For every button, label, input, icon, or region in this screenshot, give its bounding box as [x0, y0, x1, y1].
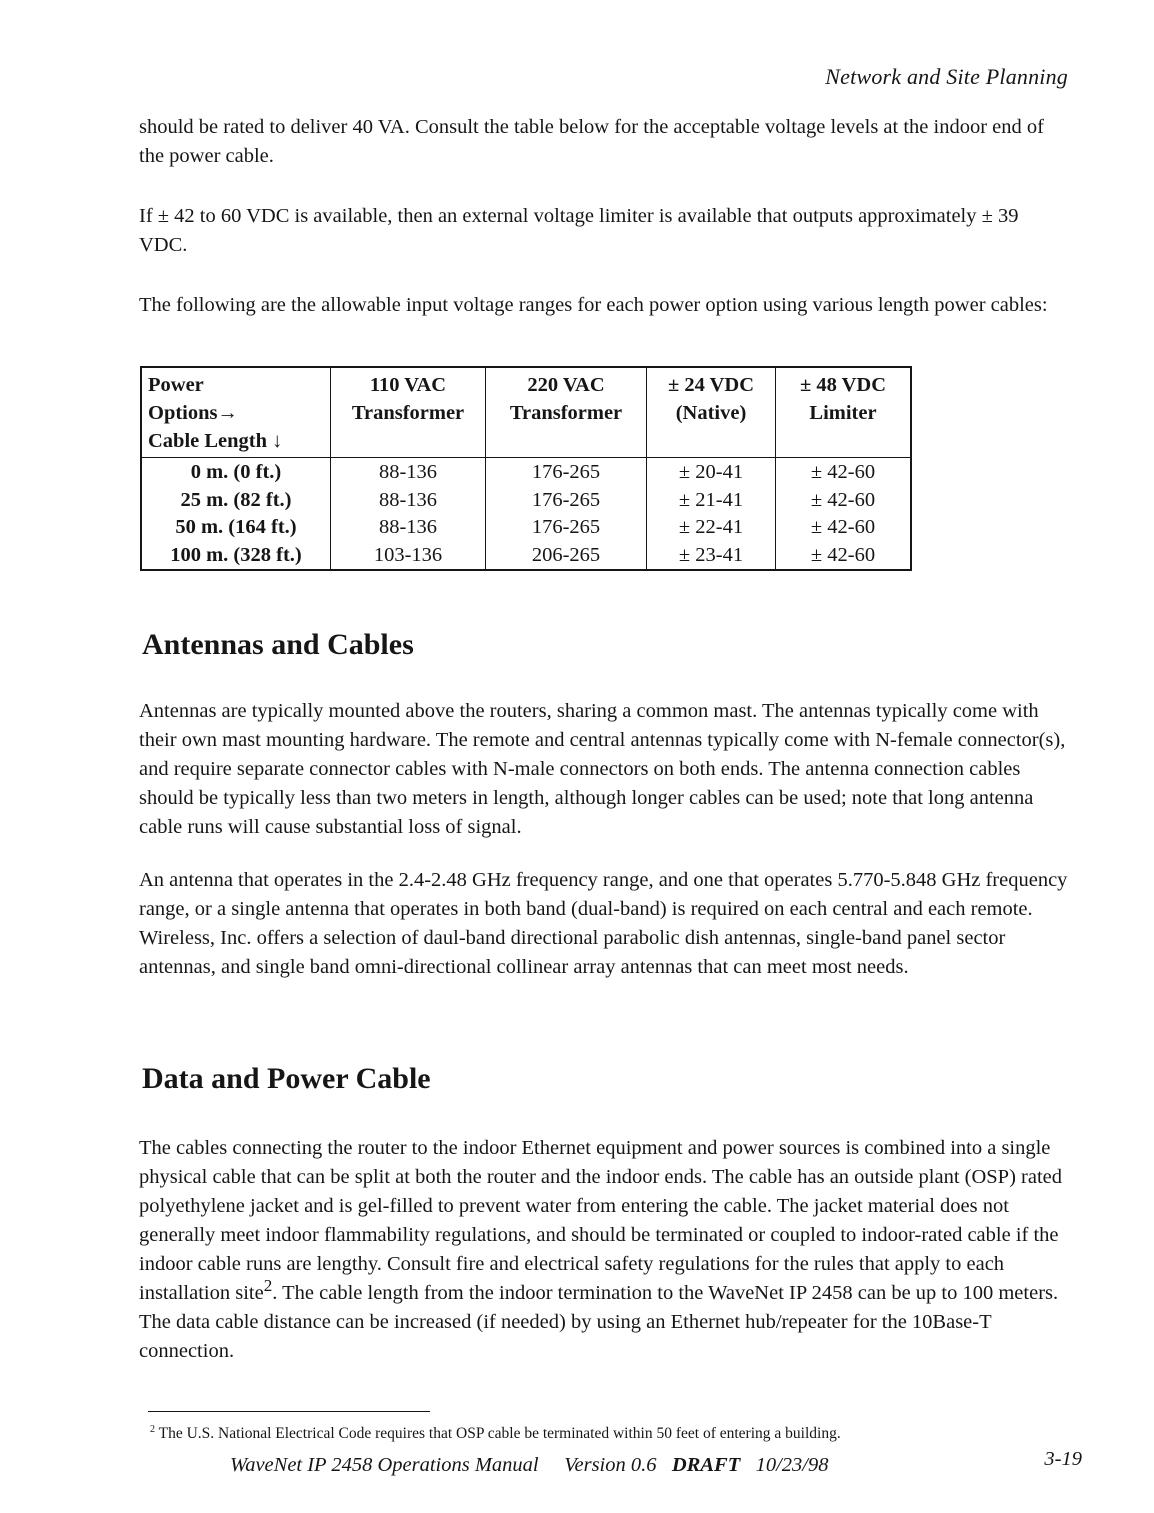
corner-line-2: Options→	[148, 402, 238, 424]
column-header-line-2: Transformer	[351, 402, 465, 424]
page-number: 3-19	[1044, 1448, 1082, 1470]
data-power-paragraph	[139, 1134, 1069, 1366]
cell-48vdc: ± 42-60	[776, 514, 912, 542]
intro-paragraph-3: The following are the allowable input voltage ranges for each power option using various length power cables:	[139, 294, 1048, 316]
cell-24vdc: ± 23-41	[647, 542, 776, 571]
running-header: Network and Site Planning	[825, 64, 1068, 89]
cell-48vdc: ± 42-60	[776, 487, 912, 515]
table-header-row	[141, 367, 911, 458]
table-corner-header	[141, 367, 331, 458]
cell-220vac: 176-265	[486, 487, 647, 515]
footer-manual-title: WaveNet IP 2458 Operations Manual	[230, 1454, 539, 1476]
column-header-line-2: Transformer	[509, 402, 623, 424]
footnote-text: The U.S. National Electrical Code requires that OSP cable be terminated within 50 feet of entering a building.	[158, 1425, 841, 1442]
cell-220vac: 176-265	[486, 458, 647, 487]
footnote-mark: 2	[150, 1423, 155, 1435]
paragraph-text: The cables connecting the router to the indoor Ethernet equipment and power sources is combined into a single physical cable that can be split at both the router and the indoor ends. The cable has an outside plant (OSP) rated polyethylene jacket and is gel-filled to prevent water from entering the cable. The jacket material does not generally meet indoor flammability regulations, and should be terminated or coupled to indoor-rated cable if the indoor cable runs are lengthy. Consult fire and electrical safety regulations for the rules that apply to each installation site	[139, 1137, 1062, 1304]
corner-line-3: Cable Length ↓	[148, 430, 283, 452]
cell-cable-length: 100 m. (328 ft.)	[141, 542, 331, 571]
cell-110vac: 88-136	[331, 458, 486, 487]
column-header-line-1: 220 VAC	[527, 374, 605, 396]
cell-24vdc: ± 22-41	[647, 514, 776, 542]
section-heading-antennas: Antennas and Cables	[142, 628, 414, 661]
cell-24vdc: ± 20-41	[647, 458, 776, 487]
column-header-110vac	[331, 367, 486, 458]
column-header-48vdc	[776, 367, 912, 458]
cell-48vdc: ± 42-60	[776, 542, 912, 571]
page-footer	[230, 1454, 829, 1477]
cell-220vac: 176-265	[486, 514, 647, 542]
intro-paragraph-1: should be rated to deliver 40 VA. Consult the table below for the acceptable voltage levels at the indoor end of the power cable.	[139, 116, 1044, 167]
column-header-220vac	[486, 367, 647, 458]
footer-date: 10/23/98	[755, 1454, 829, 1476]
antennas-paragraph-2: An antenna that operates in the 2.4-2.48 GHz frequency range, and one that operates 5.770-5.848 GHz frequency range, or a single antenna that operates in both band (dual-band) is required on each central and each remote. Wireless, Inc. offers a selection of daul-band directional parabolic dish antennas, single-band panel sector antennas, and single band omni-directional collinear array antennas that can meet most needs.	[139, 869, 1068, 978]
cell-cable-length: 0 m. (0 ft.)	[141, 458, 331, 487]
corner-line-1: Power	[148, 374, 204, 396]
column-header-line-1: ± 48 VDC	[799, 374, 887, 396]
cell-110vac: 88-136	[331, 514, 486, 542]
cell-48vdc: ± 42-60	[776, 458, 912, 487]
column-header-line-1: ± 24 VDC	[667, 374, 755, 396]
cell-110vac: 103-136	[331, 542, 486, 571]
cell-220vac: 206-265	[486, 542, 647, 571]
cell-cable-length: 50 m. (164 ft.)	[141, 514, 331, 542]
footer-draft: DRAFT	[671, 1454, 741, 1476]
footnote-reference: 2	[263, 1276, 273, 1296]
power-voltage-table	[140, 366, 912, 571]
footer-version: Version 0.6	[564, 1454, 657, 1476]
section-heading-data-power: Data and Power Cable	[142, 1062, 431, 1095]
column-header-line-2: (Native)	[675, 402, 747, 424]
table-row	[141, 542, 911, 571]
table-row	[141, 458, 911, 487]
column-header-line-2: Limiter	[809, 402, 877, 424]
table-row	[141, 514, 911, 542]
footnote	[150, 1425, 841, 1443]
cell-110vac: 88-136	[331, 487, 486, 515]
column-header-line-1: 110 VAC	[369, 374, 447, 396]
table-row	[141, 487, 911, 515]
column-header-24vdc	[647, 367, 776, 458]
intro-paragraph-2: If ± 42 to 60 VDC is available, then an external voltage limiter is available that outputs approximately ± 39 VDC.	[139, 205, 1019, 256]
cell-cable-length: 25 m. (82 ft.)	[141, 487, 331, 515]
antennas-paragraph-1: Antennas are typically mounted above the routers, sharing a common mast. The antennas typically come with their own mast mounting hardware. The remote and central antennas typically come with N-female connector(s), and require separate connector cables with N-male connectors on both ends. The antenna connection cables should be typically less than two meters in length, although longer cables can be used; note that long antenna cable runs will cause substantial loss of signal.	[139, 700, 1066, 838]
cell-24vdc: ± 21-41	[647, 487, 776, 515]
footnote-divider	[148, 1411, 430, 1412]
paragraph-text-continued: . The cable length from the indoor termination to the WaveNet IP 2458 can be up to 100 meters. The data cable distance can be increased (if needed) by using an Ethernet hub/repeater for the 10Base-T connection.	[139, 1282, 1059, 1362]
